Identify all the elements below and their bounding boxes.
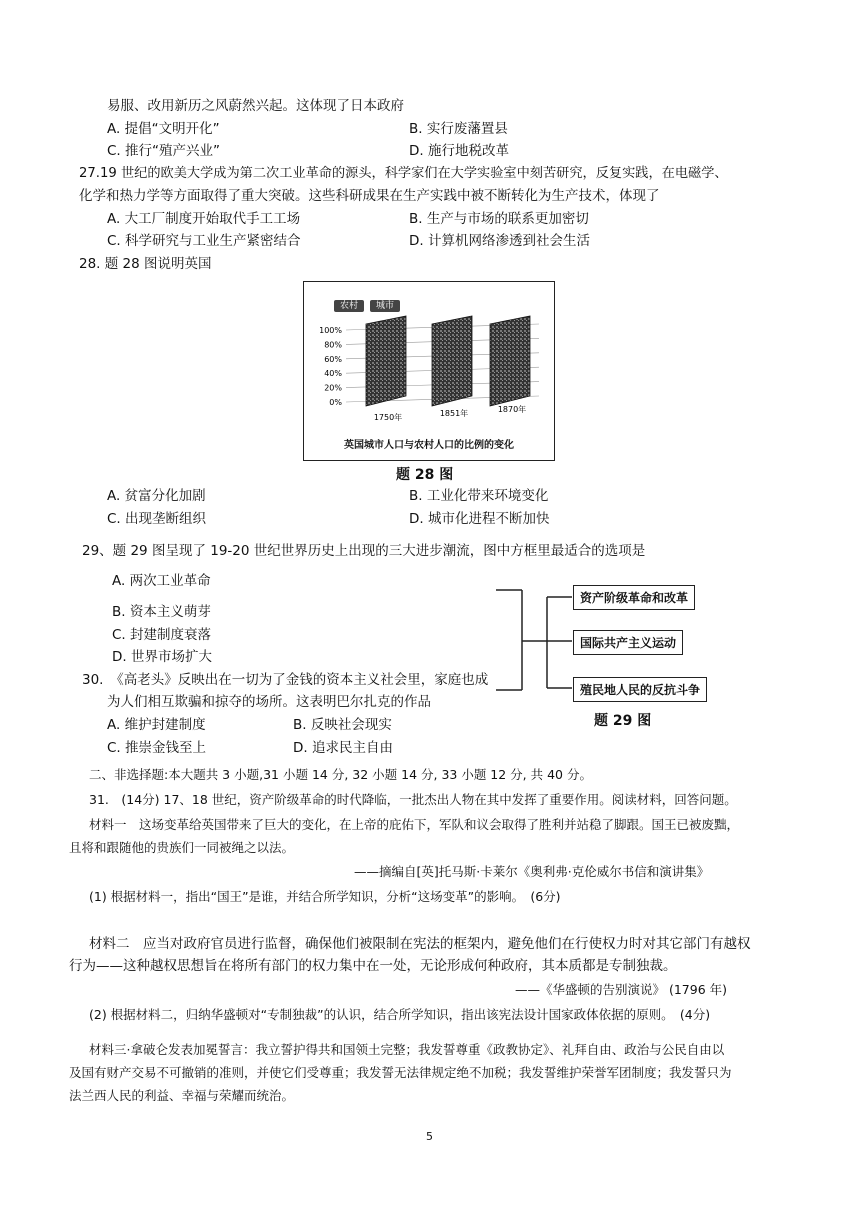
q28-option-c: C. 出现垄断组织 xyxy=(107,511,207,527)
q31-question1: (1) 根据材料一，指出“国王”是谁，并结合所学知识，分析“这场变革”的影响。 (6分) xyxy=(89,889,561,904)
y-tick-label: 20% xyxy=(324,383,342,393)
q31-material1-line1: 材料一 这场变革给英国带来了巨大的变化，在上帝的庇佑下，军队和议会取得了胜利并站稳了脚跟。国王已被废黜， xyxy=(89,817,740,832)
chart-title: 英国城市人口与农村人口的比例的变化 xyxy=(344,440,514,451)
q31-question2: (2) 根据材料二，归纳华盛顿对“专制独裁”的认识，结合所学知识，指出该宪法设计国家政体依据的原则。 (4分) xyxy=(89,1007,711,1022)
legend-urban: 城市 xyxy=(370,300,400,312)
x-category-label: 1851年 xyxy=(439,409,469,418)
q26-option-a: A. 提倡“文明开化” xyxy=(107,121,220,137)
q31-material2-line1: 材料二 应当对政府官员进行监督，确保他们被限制在宪法的框架内，避免他们在行使权力时对其它部门有越权 xyxy=(89,936,751,952)
q31-material3-line3: 法兰西人民的利益、幸福与荣耀而统治。 xyxy=(69,1088,295,1103)
q29-stem: 29、题 29 图呈现了 19-20 世纪世界历史上出现的三大进步潮流，图中方框里最适合的选项是 xyxy=(82,543,646,559)
y-tick-label: 100% xyxy=(319,326,342,335)
q29-bracket-lines xyxy=(492,585,572,705)
q30-option-c: C. 推崇金钱至上 xyxy=(107,740,207,756)
q26-option-b: B. 实行废藩置县 xyxy=(409,121,508,137)
y-tick-label: 0% xyxy=(329,398,342,407)
y-tick-label: 80% xyxy=(324,340,342,350)
section2-heading: 二、非选择题:本大题共 3 小题,31 小题 14 分, 32 小题 14 分, 33 小题 12 分, 共 40 分。 xyxy=(89,767,592,782)
q30-option-b: B. 反映社会现实 xyxy=(293,717,392,733)
q29-option-c: C. 封建制度衰落 xyxy=(112,627,212,643)
q27-option-d: D. 计算机网络渗透到社会生活 xyxy=(409,233,590,249)
q28-chart xyxy=(303,281,555,461)
q30-option-a: A. 维护封建制度 xyxy=(107,717,206,733)
q29-option-a: A. 两次工业革命 xyxy=(112,573,211,589)
q26-stem-tail: 易服、改用新历之风蔚然兴起。这体现了日本政府 xyxy=(107,98,404,114)
year-panel xyxy=(490,316,530,406)
q28-figure-caption: 题 28 图 xyxy=(396,467,454,483)
year-panel xyxy=(366,316,406,406)
q31-intro: 31. (14分) 17、18 世纪，资产阶级革命的时代降临，一批杰出人物在其中发挥了重要作用。阅读材料，回答问题。 xyxy=(89,792,737,807)
q30-option-d: D. 追求民主自由 xyxy=(293,740,393,756)
q29-figure-caption: 题 29 图 xyxy=(594,713,652,729)
q28-option-a: A. 贫富分化加剧 xyxy=(107,488,206,504)
q28-option-d: D. 城市化进程不断加快 xyxy=(409,511,550,527)
q29-box-bourgeois-revolution: 资产阶级革命和改革 xyxy=(573,585,695,610)
q29-box-communist-movement: 国际共产主义运动 xyxy=(573,630,683,655)
q27-option-a: A. 大工厂制度开始取代手工工场 xyxy=(107,211,301,227)
q30-stem-line1: 30. 《高老头》反映出在一切为了金钱的资本主义社会里，家庭也成 xyxy=(82,672,489,688)
q29-option-d: D. 世界市场扩大 xyxy=(112,649,212,665)
q31-material3-line2: 及国有财产交易不可撤销的准则，并使它们受尊重；我发誓无法律规定绝不加税；我发誓维护荣誉军团制度；我发誓只为 xyxy=(69,1065,732,1080)
q26-option-d: D. 施行地税改革 xyxy=(409,143,509,159)
q26-option-c: C. 推行“殖产兴业” xyxy=(107,143,220,159)
q30-stem-line2: 为人们相互欺骗和掠夺的场所。这表明巴尔扎克的作品 xyxy=(107,694,431,710)
q28-stem: 28. 题 28 图说明英国 xyxy=(79,256,212,272)
q31-material1-line2: 且将和跟随他的贵族们一同被绳之以法。 xyxy=(69,840,295,855)
q27-stem-line1: 27.19 世纪的欧美大学成为第二次工业革命的源头，科学家们在大学实验室中刻苦研究，反复实践，在电磁学、 xyxy=(79,166,728,181)
q28-option-b: B. 工业化带来环境变化 xyxy=(409,488,549,504)
q27-stem-line2: 化学和热力学等方面取得了重大突破。这些科研成果在生产实践中被不断转化为生产技术，体现了 xyxy=(79,188,660,204)
x-category-label: 1870年 xyxy=(497,405,527,414)
q29-option-b: B. 资本主义萌芽 xyxy=(112,604,211,620)
y-tick-label: 60% xyxy=(324,354,342,364)
q31-material2-source: ——《华盛顿的告别演说》 (1796 年) xyxy=(515,982,728,997)
q31-material2-line2: 行为——这种越权思想旨在将所有部门的权力集中在一处，无论形成何种政府，其本质都是专制独裁。 xyxy=(69,958,677,974)
x-category-label: 1750年 xyxy=(373,413,403,422)
page-number: 5 xyxy=(426,1130,433,1143)
q27-option-b: B. 生产与市场的联系更加密切 xyxy=(409,211,589,227)
chart-plot xyxy=(304,282,554,432)
q31-material1-source: ——摘编自[英]托马斯·卡莱尔《奥利弗·克伦威尔书信和演讲集》 xyxy=(354,864,710,879)
year-panel xyxy=(432,316,472,406)
q27-option-c: C. 科学研究与工业生产紧密结合 xyxy=(107,233,301,249)
legend-rural: 农村 xyxy=(334,300,364,312)
q31-material3-line1: 材料三·拿破仑发表加冕誓言：我立誓护得共和国领土完整；我发誓尊重《政教协定》、礼拜自由、政治与公民自由以 xyxy=(89,1042,725,1057)
q29-box-colonial-struggle: 殖民地人民的反抗斗争 xyxy=(573,677,707,702)
y-tick-label: 40% xyxy=(324,369,342,379)
